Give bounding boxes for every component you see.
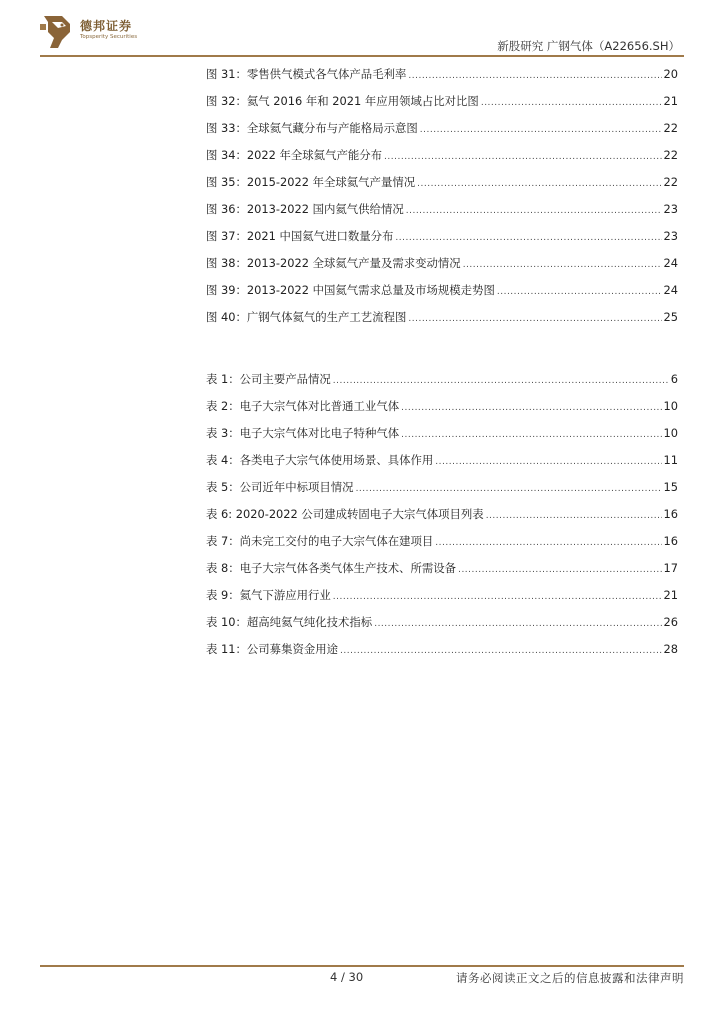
dot-leader — [401, 430, 661, 440]
table-entry[interactable] — [206, 371, 678, 398]
toc-entry-label: 图 35：2015-2022 年全球氦气产量情况 — [206, 175, 416, 189]
dot-leader — [435, 538, 661, 548]
table-entry[interactable] — [206, 641, 678, 668]
table-entry[interactable] — [206, 398, 678, 425]
dot-leader — [374, 619, 661, 629]
toc-entry-label: 图 33：全球氦气藏分布与产能格局示意图 — [206, 121, 418, 135]
dot-leader — [401, 403, 661, 413]
toc-entry-page: 22 — [663, 148, 678, 162]
toc-entry-page: 11 — [663, 453, 678, 467]
toc-entry-page: 10 — [663, 399, 678, 413]
toc-entry-label: 表 4：各类电子大宗气体使用场景、具体作用 — [206, 453, 434, 467]
page-number: 4 / 30 — [330, 970, 364, 984]
toc-entry-label: 表 5：公司近年中标项目情况 — [206, 480, 354, 494]
toc-entry-page: 6 — [670, 372, 678, 386]
toc-entry-label: 表 9：氦气下游应用行业 — [206, 588, 331, 602]
table-entry[interactable] — [206, 587, 678, 614]
dot-leader — [497, 287, 662, 297]
table-entry[interactable] — [206, 614, 678, 641]
toc-entry-page: 28 — [663, 642, 678, 656]
dot-leader — [435, 457, 661, 467]
dot-leader — [417, 179, 661, 189]
dot-leader — [333, 592, 662, 602]
toc-entry-page: 24 — [663, 256, 678, 270]
toc-entry-page: 16 — [663, 507, 678, 521]
company-logo — [40, 14, 180, 48]
toc-entry-label: 表 7：尚未完工交付的电子大宗气体在建项目 — [206, 534, 434, 548]
toc-entry-label: 表 3：电子大宗气体对比电子特种气体 — [206, 426, 400, 440]
toc-entry-label: 表 11：公司募集资金用途 — [206, 642, 339, 656]
toc-entry-page: 21 — [663, 588, 678, 602]
toc-entry-label: 图 38：2013-2022 全球氦气产量及需求变动情况 — [206, 256, 461, 270]
disclaimer-note: 请务必阅读正文之后的信息披露和法律声明 — [456, 971, 684, 985]
toc-entry-page: 22 — [663, 121, 678, 135]
toc-entry-label: 表 6: 2020-2022 公司建成转固电子大宗气体项目列表 — [206, 507, 484, 521]
figure-list — [206, 66, 678, 336]
toc-entry-label: 表 2：电子大宗气体对比普通工业气体 — [206, 399, 400, 413]
figure-entry[interactable] — [206, 174, 678, 201]
dot-leader — [384, 152, 661, 162]
toc-entry-label: 图 31：零售供气模式各气体产品毛利率 — [206, 67, 407, 81]
dot-leader — [356, 484, 662, 494]
toc-entry-page: 24 — [663, 283, 678, 297]
figure-entry[interactable] — [206, 255, 678, 282]
dot-leader — [408, 314, 661, 324]
table-entry[interactable] — [206, 533, 678, 560]
table-entry[interactable] — [206, 479, 678, 506]
toc-entry-label: 图 34：2022 年全球氦气产能分布 — [206, 148, 383, 162]
page-header — [0, 0, 724, 56]
company-name-cn: 德邦证券 — [80, 19, 133, 33]
figure-entry[interactable] — [206, 201, 678, 228]
toc-entry-page: 25 — [663, 310, 678, 324]
figure-entry[interactable] — [206, 282, 678, 309]
header-divider — [40, 55, 684, 57]
toc-entry-label: 表 8：电子大宗气体各类气体生产技术、所需设备 — [206, 561, 457, 575]
figure-entry[interactable] — [206, 309, 678, 336]
toc-entry-page: 26 — [663, 615, 678, 629]
toc-entry-label: 图 40：广钢气体氦气的生产工艺流程图 — [206, 310, 407, 324]
toc-entry-label: 图 32：氦气 2016 年和 2021 年应用领域占比对比图 — [206, 94, 479, 108]
dot-leader — [463, 260, 662, 270]
toc-entry-page: 22 — [663, 175, 678, 189]
dot-leader — [481, 98, 662, 108]
footer-divider — [40, 965, 684, 967]
toc-entry-label: 图 37：2021 中国氦气进口数量分布 — [206, 229, 394, 243]
company-name-en: Topsperity Securities — [80, 34, 138, 40]
toc-entry-label: 图 39：2013-2022 中国氦气需求总量及市场规模走势图 — [206, 283, 495, 297]
toc-entry-page: 21 — [663, 94, 678, 108]
figure-entry[interactable] — [206, 66, 678, 93]
figure-entry[interactable] — [206, 120, 678, 147]
logo-mark-icon — [40, 14, 74, 48]
toc-entry-page: 10 — [663, 426, 678, 440]
toc-entry-label: 表 1：公司主要产品情况 — [206, 372, 331, 386]
figure-entry[interactable] — [206, 147, 678, 174]
dot-leader — [333, 376, 669, 386]
dot-leader — [340, 646, 661, 656]
toc-entry-page: 17 — [663, 561, 678, 575]
dot-leader — [395, 233, 661, 243]
figure-entry[interactable] — [206, 93, 678, 120]
toc-entry-page: 20 — [663, 67, 678, 81]
dot-leader — [420, 125, 662, 135]
dot-leader — [408, 71, 661, 81]
table-list — [206, 371, 678, 668]
toc-entry-label: 图 36：2013-2022 国内氦气供给情况 — [206, 202, 404, 216]
figure-entry[interactable] — [206, 228, 678, 255]
table-entry[interactable] — [206, 425, 678, 452]
dot-leader — [406, 206, 662, 216]
table-entry[interactable] — [206, 452, 678, 479]
dot-leader — [458, 565, 661, 575]
table-entry[interactable] — [206, 506, 678, 533]
table-entry[interactable] — [206, 560, 678, 587]
toc-entry-page: 23 — [663, 229, 678, 243]
report-title: 新股研究 广钢气体（A22656.SH） — [497, 39, 680, 53]
toc-entry-label: 表 10：超高纯氦气纯化技术指标 — [206, 615, 373, 629]
toc-entry-page: 23 — [663, 202, 678, 216]
toc-entry-page: 16 — [663, 534, 678, 548]
toc-entry-page: 15 — [663, 480, 678, 494]
dot-leader — [486, 511, 662, 521]
